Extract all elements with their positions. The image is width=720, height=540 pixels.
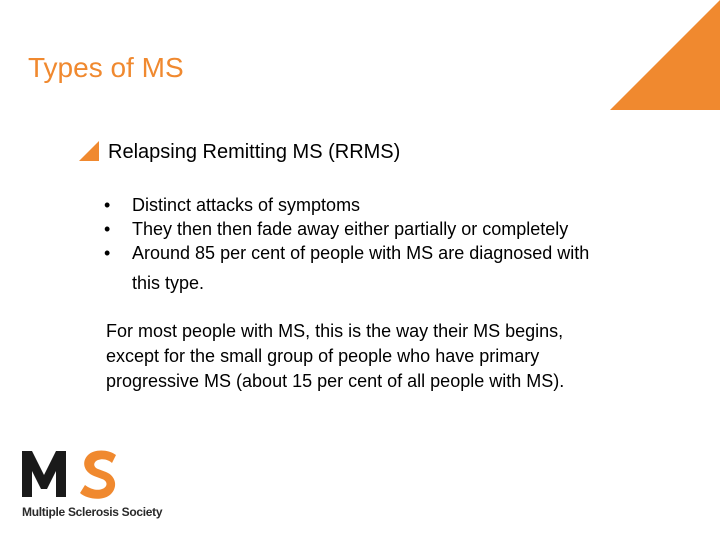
bullet-text: They then then fade away either partially or completely <box>132 219 569 239</box>
logo-caption: Multiple Sclerosis Society <box>22 505 163 519</box>
bullet-icon: • <box>104 195 111 215</box>
bullet-text-continuation: this type. <box>132 273 205 293</box>
bullet-text: Distinct attacks of symptoms <box>132 195 361 215</box>
list-item <box>104 193 664 217</box>
bullet-icon: • <box>104 243 111 263</box>
bullet-text: Around 85 per cent of people with MS are diagnosed with <box>132 243 590 263</box>
paragraph-line: progressive MS (about 15 per cent of all people with MS). <box>106 371 565 391</box>
list-item <box>104 241 664 301</box>
section-marker-icon <box>79 141 99 161</box>
paragraph-line: For most people with MS, this is the way their MS begins, <box>106 321 564 341</box>
bullet-icon: • <box>104 219 111 239</box>
list-item <box>104 217 664 241</box>
section-heading: Relapsing Remitting MS (RRMS) <box>108 141 401 163</box>
slide-title: Types of MS <box>28 52 184 83</box>
paragraph-line: except for the small group of people who have primary <box>106 346 540 366</box>
symptom-bullet-list <box>104 193 664 301</box>
body-paragraph <box>106 319 666 394</box>
